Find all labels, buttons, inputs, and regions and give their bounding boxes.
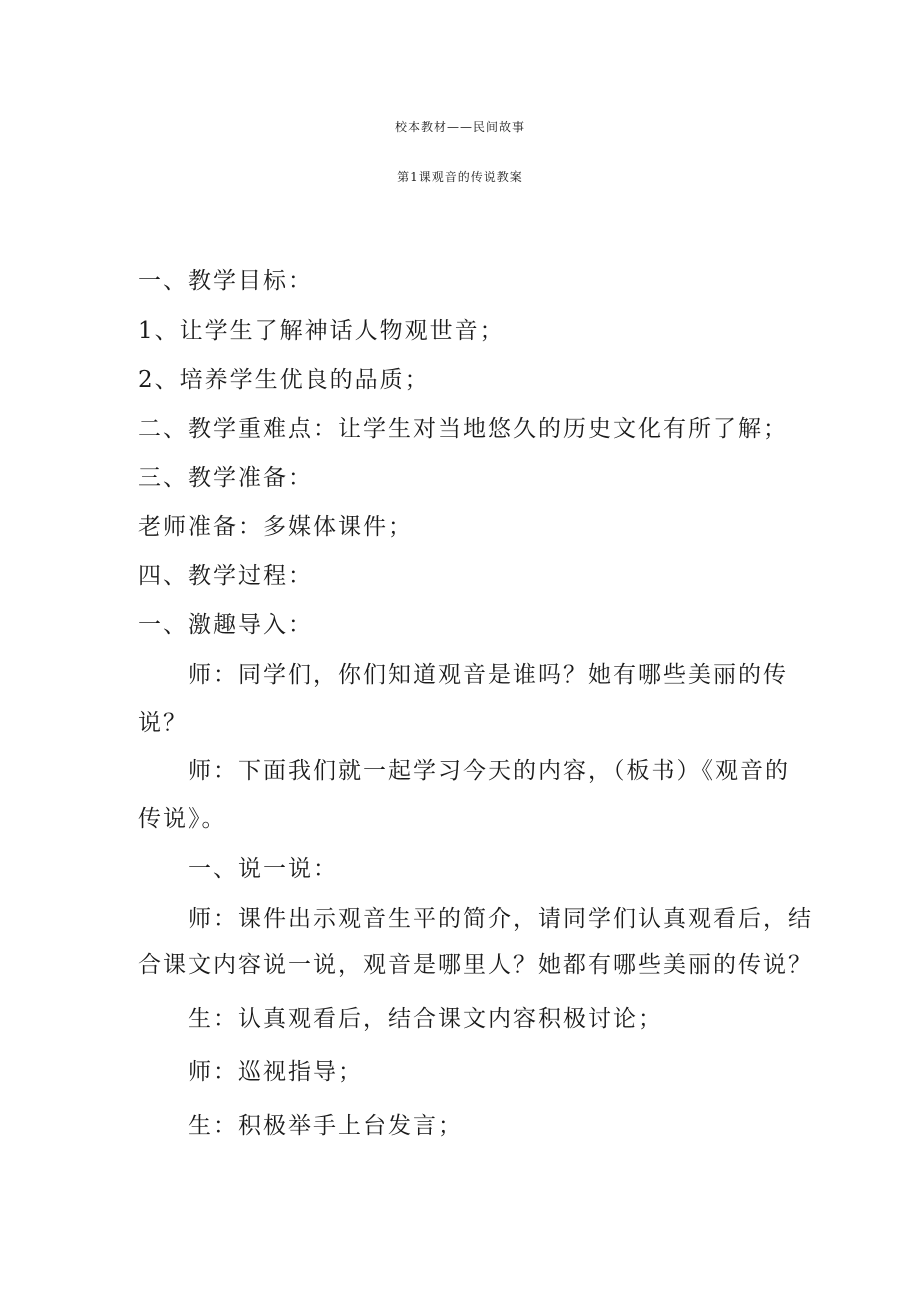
paragraph-line: 合课文内容说一说，观音是哪里人？她都有哪些美丽的传说？ bbox=[138, 952, 813, 978]
objective-item-1: 1、让学生了解神话人物观世音； bbox=[138, 318, 505, 344]
section-heading-process: 四、教学过程： bbox=[138, 563, 313, 589]
paragraph-line: 生：积极举手上台发言； bbox=[188, 1113, 463, 1139]
section-heading-key-points: 二、教学重难点：让学生对当地悠久的历史文化有所了解； bbox=[138, 416, 788, 442]
objective-item-2: 2、培养学生优良的品质； bbox=[138, 367, 430, 393]
paragraph-line: 传说》。 bbox=[138, 806, 227, 832]
document-subtitle: 第1课观音的传说教案 bbox=[397, 170, 523, 184]
subsection-heading-discussion: 一、说一说： bbox=[188, 856, 338, 882]
paragraph-line: 师：巡视指导； bbox=[188, 1059, 363, 1085]
paragraph-line: 师：同学们，你们知道观音是谁吗？她有哪些美丽的传 bbox=[188, 662, 788, 688]
paragraph-line: 生：认真观看后，结合课文内容积极讨论； bbox=[188, 1006, 663, 1032]
paragraph-line: 师：课件出示观音生平的简介，请同学们认真观看后，结 bbox=[188, 906, 813, 932]
preparation-item: 老师准备：多媒体课件； bbox=[138, 514, 413, 540]
paragraph-line: 师：下面我们就一起学习今天的内容，（板书）《观音的 bbox=[188, 758, 790, 784]
section-heading-objectives: 一、教学目标： bbox=[138, 268, 313, 294]
document-title: 校本教材——民间故事 bbox=[394, 120, 525, 134]
paragraph-line: 说？ bbox=[138, 710, 188, 736]
section-heading-preparation: 三、教学准备： bbox=[138, 465, 313, 491]
subsection-heading-intro: 一、激趣导入： bbox=[138, 612, 313, 638]
